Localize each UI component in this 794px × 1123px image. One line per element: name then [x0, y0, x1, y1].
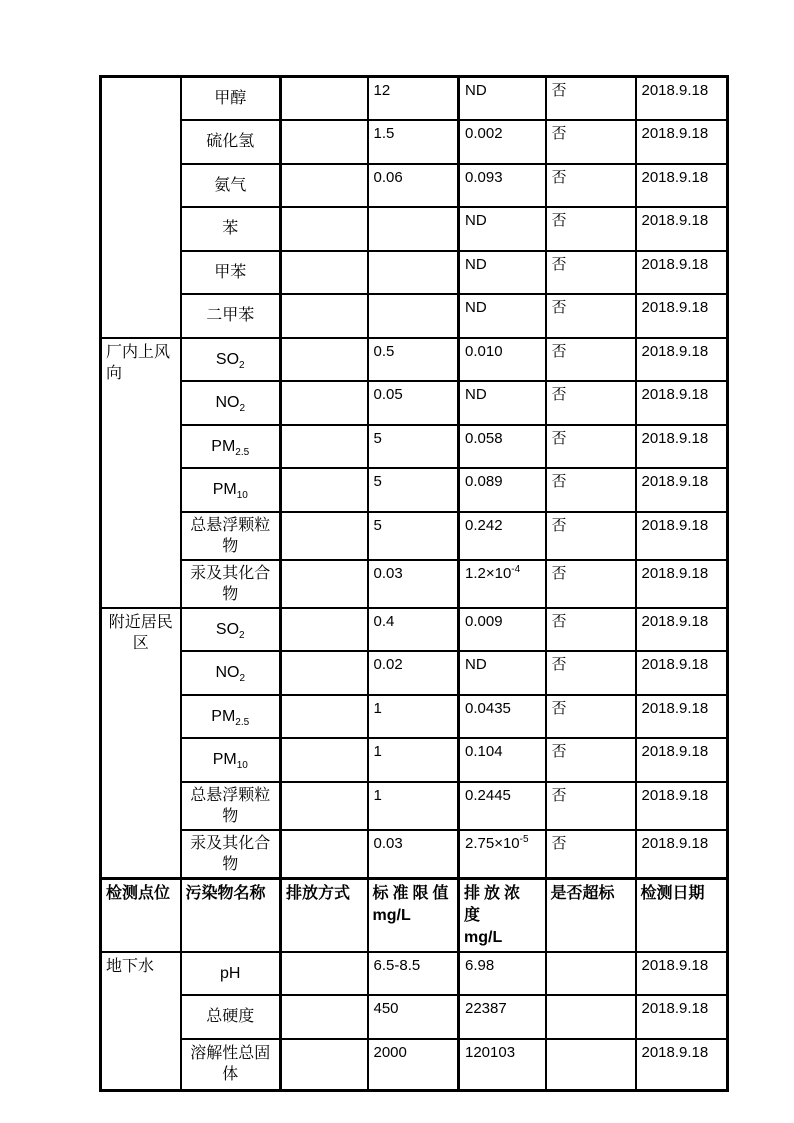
- conc-cell: 120103: [459, 1039, 546, 1091]
- point-cell: 地下水: [101, 952, 181, 1091]
- limit-cell: 450: [368, 995, 459, 1039]
- pollutant-cell: 甲苯: [181, 251, 281, 295]
- table-row: [101, 608, 728, 652]
- table-row: [101, 738, 728, 782]
- method-cell: [281, 294, 368, 338]
- date-cell: 2018.9.18: [636, 560, 728, 608]
- monitoring-table: [99, 75, 729, 1092]
- date-cell: 2018.9.18: [636, 251, 728, 295]
- exceed-cell: 否: [546, 294, 636, 338]
- exceed-cell: [546, 952, 636, 996]
- limit-cell: 1: [368, 695, 459, 739]
- table-row: [101, 251, 728, 295]
- exceed-cell: 否: [546, 782, 636, 830]
- pollutant-cell: $PM_{2.5}$: [181, 425, 281, 469]
- limit-cell: 0.05: [368, 381, 459, 425]
- exceed-cell: 否: [546, 651, 636, 695]
- limit-cell: 0.4: [368, 608, 459, 652]
- method-cell: [281, 738, 368, 782]
- limit-cell: [368, 251, 459, 295]
- header-cell-date: 检测日期: [636, 878, 728, 952]
- date-cell: 2018.9.18: [636, 1039, 728, 1091]
- limit-cell: 5: [368, 512, 459, 560]
- date-cell: 2018.9.18: [636, 830, 728, 879]
- method-cell: [281, 952, 368, 996]
- limit-cell: [368, 294, 459, 338]
- conc-cell: ND: [459, 381, 546, 425]
- date-cell: 2018.9.18: [636, 782, 728, 830]
- conc-cell: 0.104: [459, 738, 546, 782]
- conc-cell: 0.093: [459, 164, 546, 208]
- limit-cell: 0.5: [368, 338, 459, 382]
- limit-cell: 0.02: [368, 651, 459, 695]
- method-cell: [281, 560, 368, 608]
- pollutant-cell: $NO_2$: [181, 381, 281, 425]
- header-line2: mg/L: [372, 906, 411, 924]
- method-cell: [281, 468, 368, 512]
- table-row: [101, 294, 728, 338]
- limit-cell: 0.03: [368, 830, 459, 879]
- pollutant-cell: 汞及其化合物: [181, 830, 281, 879]
- exceed-cell: 否: [546, 468, 636, 512]
- header-line2: mg/L: [464, 928, 503, 946]
- exceed-cell: 否: [546, 120, 636, 164]
- table-row: [101, 952, 728, 996]
- method-cell: [281, 251, 368, 295]
- point-cell: [101, 77, 181, 338]
- header-line1: 排放浓度: [464, 884, 525, 924]
- limit-cell: 0.03: [368, 560, 459, 608]
- method-cell: [281, 120, 368, 164]
- limit-cell: 1.5: [368, 120, 459, 164]
- table-row: [101, 381, 728, 425]
- date-cell: 2018.9.18: [636, 381, 728, 425]
- date-cell: 2018.9.18: [636, 338, 728, 382]
- date-cell: 2018.9.18: [636, 952, 728, 996]
- table-row: [101, 207, 728, 251]
- conc-cell: 0.242: [459, 512, 546, 560]
- method-cell: [281, 695, 368, 739]
- exceed-cell: 否: [546, 512, 636, 560]
- conc-cell: 0.0435: [459, 695, 546, 739]
- date-cell: 2018.9.18: [636, 294, 728, 338]
- conc-cell: 0.002: [459, 120, 546, 164]
- conc-cell: 0.009: [459, 608, 546, 652]
- table-row: [101, 651, 728, 695]
- date-cell: 2018.9.18: [636, 512, 728, 560]
- point-cell: 厂内上风向: [101, 338, 181, 608]
- conc-cell: 0.089: [459, 468, 546, 512]
- table-body: [101, 77, 728, 1091]
- date-cell: 2018.9.18: [636, 995, 728, 1039]
- point-cell: 附近居民区: [101, 608, 181, 879]
- table-row: [101, 338, 728, 382]
- limit-cell: 1: [368, 738, 459, 782]
- header-cell-conc: [459, 878, 546, 952]
- limit-cell: 5: [368, 425, 459, 469]
- method-cell: [281, 425, 368, 469]
- table-row: [101, 425, 728, 469]
- method-cell: [281, 512, 368, 560]
- pollutant-cell: 总悬浮颗粒物: [181, 512, 281, 560]
- limit-cell: [368, 207, 459, 251]
- method-cell: [281, 207, 368, 251]
- conc-cell: ND: [459, 651, 546, 695]
- exceed-cell: 否: [546, 738, 636, 782]
- limit-cell: 5: [368, 468, 459, 512]
- date-cell: 2018.9.18: [636, 164, 728, 208]
- method-cell: [281, 77, 368, 121]
- exceed-cell: [546, 995, 636, 1039]
- pollutant-cell: pH: [181, 952, 281, 996]
- limit-cell: 1: [368, 782, 459, 830]
- date-cell: 2018.9.18: [636, 695, 728, 739]
- pollutant-cell: 氨气: [181, 164, 281, 208]
- pollutant-cell: $NO_2$: [181, 651, 281, 695]
- conc-cell: $1.2\times 10^{-4}$: [459, 560, 546, 608]
- method-cell: [281, 164, 368, 208]
- conc-cell: ND: [459, 251, 546, 295]
- table-row: [101, 120, 728, 164]
- table-row: [101, 468, 728, 512]
- header-cell-point: 检测点位: [101, 878, 181, 952]
- limit-cell: 0.06: [368, 164, 459, 208]
- table-row: [101, 164, 728, 208]
- conc-cell: $2.75\times 10^{-5}$: [459, 830, 546, 879]
- method-cell: [281, 381, 368, 425]
- method-cell: [281, 782, 368, 830]
- method-cell: [281, 995, 368, 1039]
- conc-cell: 0.010: [459, 338, 546, 382]
- header-cell-pollutant: 污染物名称: [181, 878, 281, 952]
- exceed-cell: 否: [546, 695, 636, 739]
- pollutant-cell: $PM_{2.5}$: [181, 695, 281, 739]
- table-row: [101, 830, 728, 879]
- exceed-cell: 否: [546, 381, 636, 425]
- table-row: [101, 695, 728, 739]
- header-cell-exceed: 是否超标: [546, 878, 636, 952]
- date-cell: 2018.9.18: [636, 468, 728, 512]
- pollutant-cell: $SO_2$: [181, 608, 281, 652]
- limit-cell: 2000: [368, 1039, 459, 1091]
- conc-cell: ND: [459, 77, 546, 121]
- pollutant-cell: $PM_{10}$: [181, 468, 281, 512]
- method-cell: [281, 830, 368, 879]
- date-cell: 2018.9.18: [636, 425, 728, 469]
- header-cell-limit: [368, 878, 459, 952]
- exceed-cell: 否: [546, 251, 636, 295]
- table-header-row: [101, 878, 728, 952]
- date-cell: 2018.9.18: [636, 120, 728, 164]
- pollutant-cell: $PM_{10}$: [181, 738, 281, 782]
- pollutant-cell: 总硬度: [181, 995, 281, 1039]
- exceed-cell: 否: [546, 608, 636, 652]
- exceed-cell: 否: [546, 560, 636, 608]
- table-row: [101, 77, 728, 121]
- pollutant-cell: 硫化氢: [181, 120, 281, 164]
- method-cell: [281, 1039, 368, 1091]
- header-line1: 标准限值: [372, 884, 453, 902]
- method-cell: [281, 608, 368, 652]
- pollutant-cell: 汞及其化合物: [181, 560, 281, 608]
- limit-cell: 12: [368, 77, 459, 121]
- exceed-cell: 否: [546, 207, 636, 251]
- date-cell: 2018.9.18: [636, 77, 728, 121]
- conc-cell: 0.058: [459, 425, 546, 469]
- exceed-cell: 否: [546, 425, 636, 469]
- pollutant-cell: 二甲苯: [181, 294, 281, 338]
- date-cell: 2018.9.18: [636, 608, 728, 652]
- conc-cell: 0.2445: [459, 782, 546, 830]
- exceed-cell: 否: [546, 338, 636, 382]
- pollutant-cell: 苯: [181, 207, 281, 251]
- conc-cell: 22387: [459, 995, 546, 1039]
- table-row: [101, 1039, 728, 1091]
- pollutant-cell: $SO_2$: [181, 338, 281, 382]
- pollutant-cell: 总悬浮颗粒物: [181, 782, 281, 830]
- conc-cell: ND: [459, 294, 546, 338]
- method-cell: [281, 651, 368, 695]
- date-cell: 2018.9.18: [636, 738, 728, 782]
- table-row: [101, 782, 728, 830]
- header-cell-method: 排放方式: [281, 878, 368, 952]
- table-row: [101, 995, 728, 1039]
- table-row: [101, 512, 728, 560]
- limit-cell: 6.5-8.5: [368, 952, 459, 996]
- conc-cell: 6.98: [459, 952, 546, 996]
- table-row: [101, 560, 728, 608]
- date-cell: 2018.9.18: [636, 207, 728, 251]
- method-cell: [281, 338, 368, 382]
- exceed-cell: 否: [546, 164, 636, 208]
- exceed-cell: 否: [546, 830, 636, 879]
- date-cell: 2018.9.18: [636, 651, 728, 695]
- pollutant-cell: 溶解性总固体: [181, 1039, 281, 1091]
- exceed-cell: [546, 1039, 636, 1091]
- pollutant-cell: 甲醇: [181, 77, 281, 121]
- conc-cell: ND: [459, 207, 546, 251]
- exceed-cell: 否: [546, 77, 636, 121]
